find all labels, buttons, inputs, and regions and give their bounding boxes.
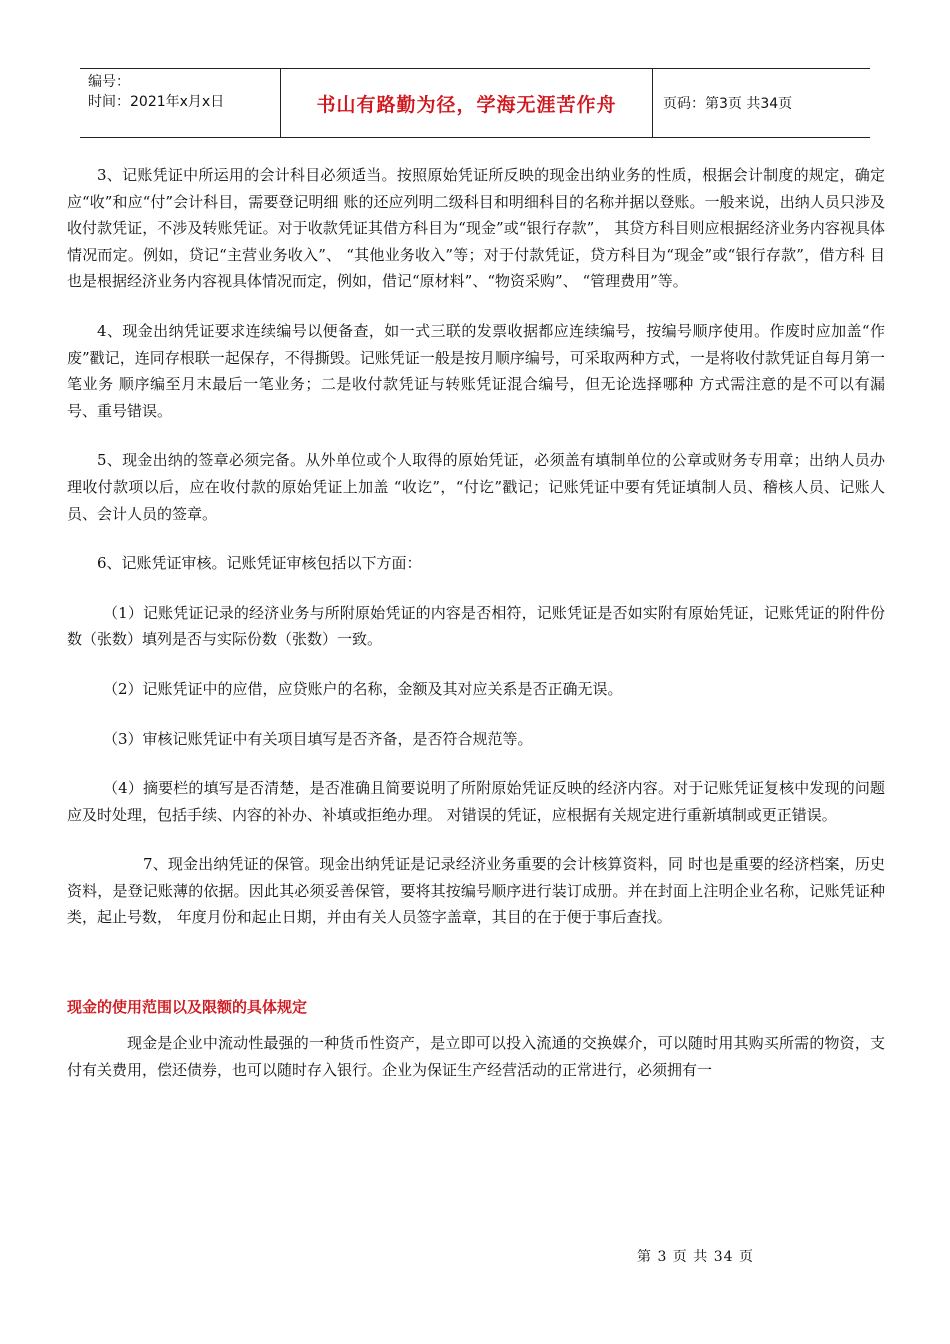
header-page-info: 页码：第3页 共34页 bbox=[663, 96, 793, 112]
paragraph-4: 4、现金出纳凭证要求连续编号以便备查，如一式三联的发票收据都应连续编号，按编号顺序使用。作废时应加盖“作废”戳记，连同存根联一起保存，不得撕毁。记账凭证一般是按月顺序编号，可采取两种方式，一是将收付款凭证自每月第一笔业务 顺序编至月末最后一笔业务；二是收付款凭证与转账凭证混合编号，但无论选择哪种 方式需注意的是不可以有漏号、重号错误。 bbox=[67, 321, 885, 420]
section-heading: 现金的使用范围以及限额的具体规定 bbox=[67, 998, 308, 1017]
paragraph-7: 7、现金出纳凭证的保管。现金出纳凭证是记录经济业务重要的会计核算资料，同 时也是重要的经济档案，历史资料，是登记账薄的依据。因此其必须妥善保管，要将其按编号顺序进行装订成册。并在封面上注明企业名称，记账凭证种类，起止号数， 年度月份和起止日期，并由有关人员签字盖章，其目的在于便于事后查找。 bbox=[67, 855, 885, 927]
header-meta bbox=[80, 69, 281, 137]
sub-item-4: （4）摘要栏的填写是否清楚，是否准确且简要说明了所附原始凭证反映的经济内容。对于记账凭证复核中发现的问题应及时处理，包括手续、内容的补办、补填或拒绝办理。 对错误的凭证，应根据有关规定进行重新填制或更正错误。 bbox=[67, 779, 885, 824]
paragraph-3: 3、记账凭证中所运用的会计科目必须适当。按照原始凭证所反映的现金出纳业务的性质，根据会计制度的规定，确定应“收”和应“付”会计科目，需要登记明细 账的还应列明二级科目和明细科目的名称并据以登账。一般来说，出纳人员只涉及收付款凭证，不涉及转账凭证。对于收款凭证其借方科目为“现金”或“银行存款”， 其贷方科目则应根据经济业务内容视具体情况而定。例如，贷记“主营业务收入”、 “其他业务收入”等；对于付款凭证，贷方科目为“现金”或“银行存款”，借方科 目也是根据经济业务内容视具体情况而定，例如，借记“原材料”、“物资采购”、 “管理费用”等。 bbox=[67, 166, 885, 291]
document-number-label: 编号： bbox=[88, 74, 130, 90]
page-footer: 第 3 页 共 34 页 bbox=[637, 1249, 754, 1265]
document-body bbox=[67, 162, 885, 1083]
page-header bbox=[80, 68, 870, 138]
sub-item-2: （2）记账凭证中的应借，应贷账户的名称，金额及其对应关系是否正确无误。 bbox=[103, 679, 623, 698]
paragraph-5: 5、现金出纳的签章必须完备。从外单位或个人取得的原始凭证，必须盖有填制单位的公章或财务专用章；出纳人员办理收付款项以后，应在收付款的原始凭证上加盖 “收讫”，“付讫”戳记；记账凭证中要有凭证填制人员、稽核人员、记账人员、会计人员的签章。 bbox=[67, 451, 885, 523]
sub-item-3: （3）审核记账凭证中有关项目填写是否齐备，是否符合规范等。 bbox=[103, 729, 533, 748]
paragraph-6: 6、记账凭证审核。记账凭证审核包括以下方面： bbox=[97, 554, 422, 573]
sub-item-1: （1）记账凭证记录的经济业务与所附原始凭证的内容是否相符，记账凭证是否如实附有原始凭证，记账凭证的附件份数（张数）填列是否与实际份数（张数）一致。 bbox=[67, 603, 885, 649]
section-paragraph: 现金是企业中流动性最强的一种货币性资产，是立即可以投入流通的交换媒介，可以随时用其购买所需的物资，支付有关费用，偿还债券，也可以随时存入银行。企业为保证生产经营活动的正常进行，必须拥有一 bbox=[67, 1034, 885, 1079]
header-motto: 书山有路勤为径，学海无涯苦作舟 bbox=[281, 69, 653, 137]
document-date: 时间：2021年x月x日 bbox=[88, 94, 225, 110]
